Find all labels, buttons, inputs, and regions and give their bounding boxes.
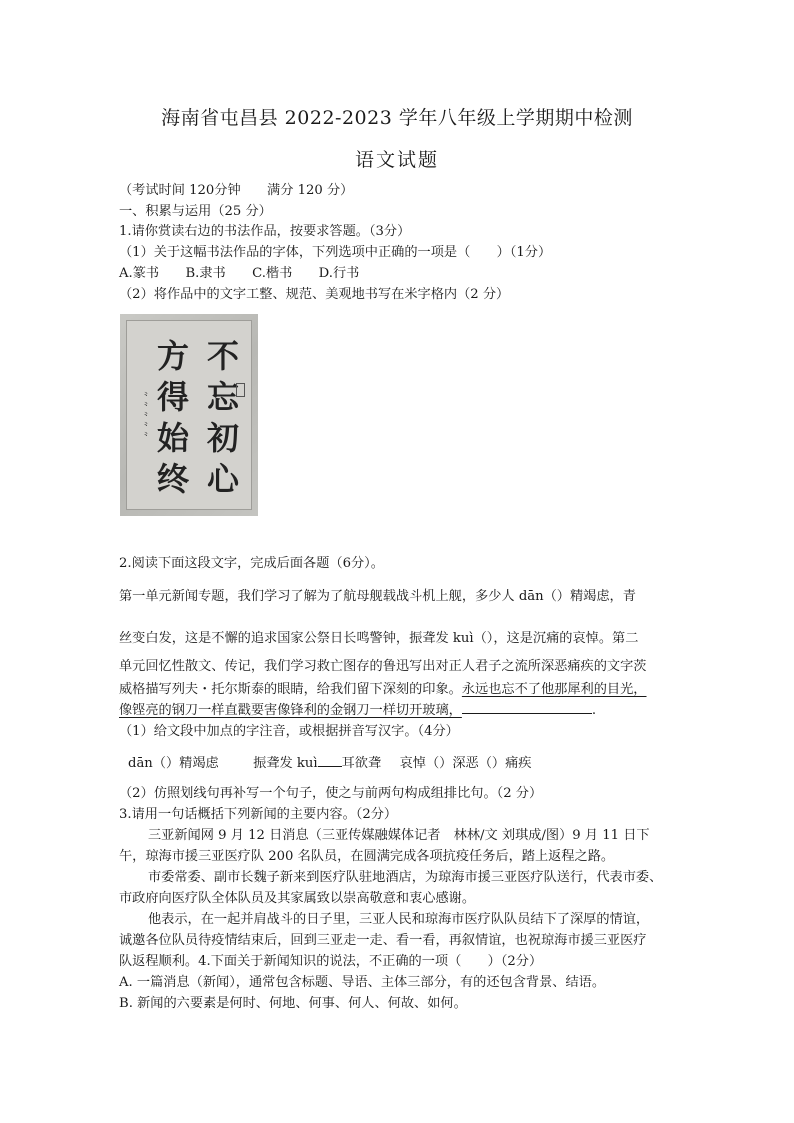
- section-heading: 一、积累与运用（25 分）: [119, 204, 272, 219]
- news-line-3: 市委常委、副市长魏子新来到医疗队驻地酒店，为琼海市援三亚医疗队送行，代表市委、: [148, 870, 663, 885]
- calligraphy-left-column: 方得始终: [152, 339, 190, 503]
- answer-blank-line[interactable]: [462, 701, 592, 714]
- pinyin-item-c: 耳欲聋: [341, 756, 382, 771]
- q2-passage-line-2: 丝变白发，这是不懈的追求国家公祭日长鸣警钟，振聋发 kuì（），这是沉痛的哀悼。第二: [119, 631, 639, 646]
- news-line-7: 队返程顺利。4.下面关于新闻知识的说法，不正确的一项（ ）（2分）: [119, 954, 543, 969]
- news-line-5: 他表示，在一起并肩战斗的日子里，三亚人民和琼海市医疗队队员结下了深厚的情谊，: [148, 912, 650, 927]
- q2-stem: 2.阅读下面这段文字，完成后面各题（6分）。: [119, 556, 384, 571]
- q2-passage-line-4: [119, 680, 647, 700]
- q2-passage-line-1: 第一单元新闻专题，我们学习了解为了航母舰载战斗机上舰，多少人 dān（）精竭虑，青: [119, 589, 636, 604]
- pinyin-item-b: 振聋发 kuì: [253, 756, 318, 771]
- page-title: 海南省屯昌县 2022-2023 学年八年级上学期期中检测: [161, 107, 633, 129]
- line-end-period: .: [591, 703, 597, 718]
- q1-sub2: （2）将作品中的文字工整、规范、美观地书写在米字格内（2 分）: [119, 287, 510, 302]
- q4-option-b: B. 新闻的六要素是何时、何地、何事、何人、何故、如何。: [119, 996, 467, 1011]
- calligraphy-right-column: 不忘初心: [202, 339, 240, 503]
- q2-sub1: （1）给文段中加点的字注音，或根据拼音写汉字。（4分）: [119, 724, 459, 739]
- q4-option-a: A. 一篇消息（新闻），通常包含标题、导语、主体三部分，有的还包含背景、结语。: [119, 975, 606, 990]
- pinyin-item-a: dān（）精竭虑: [128, 756, 219, 771]
- calligraphy-image: [120, 314, 258, 516]
- news-line-1: 三亚新闻网 9 月 12 日消息（三亚传媒融媒体记者 林林/文 刘琪成/图）9 月 11 日下: [148, 828, 650, 843]
- underlined-sentence-2: 像铿亮的钢刀一样直戳要害像锋利的金钢刀一样切开玻璃，: [119, 703, 462, 718]
- exam-info: （考试时间 120分钟 满分 120 分）: [119, 183, 354, 198]
- q2-passage-line-5: [119, 701, 596, 721]
- page-subtitle: 语文试题: [354, 149, 439, 171]
- q2-pinyin-row: [128, 754, 531, 774]
- underlined-sentence-1: 永远也忘不了他那犀利的目光，: [461, 682, 647, 697]
- q2-sub2: （2）仿照划线句再补写一个句子，使之与前两句构成组排比句。（2 分）: [119, 786, 543, 801]
- news-line-2: 午，琼海市援三亚医疗队 200 名队员，在圆满完成各项抗疫任务后，踏上返程之路。: [119, 849, 615, 864]
- q1-options: A.篆书 B.隶书 C.楷书 D.行书: [119, 266, 360, 281]
- q2-passage-line-4-text: 威格描写列夫・托尔斯泰的眼睛，给我们留下深刻的印象。: [119, 682, 462, 697]
- calligraphy-paper: [126, 320, 252, 510]
- pinyin-blank[interactable]: [318, 754, 342, 767]
- calligraphy-signature: ⺀⺀⺀⺀⺀: [139, 391, 150, 441]
- news-line-6: 诚邀各位队员待疫情结束后，回到三亚走一走、看一看，再叙情谊，也祝琼海市援三亚医疗: [119, 933, 647, 948]
- calligraphy-seal: [236, 383, 245, 397]
- q3-stem: 3.请用一句话概括下列新闻的主要内容。（2分）: [119, 807, 398, 822]
- q1-stem: 1.请你赏读右边的书法作品，按要求答题。（3分）: [119, 224, 411, 239]
- q2-passage-line-3: 单元回忆性散文、传记，我们学习救亡图存的鲁迅写出对正人君子之流所深恶痛疾的文字茨: [119, 659, 647, 674]
- q1-sub1: （1）关于这幅书法作品的字体，下列选项中正确的一项是（ ）（1分）: [119, 245, 552, 260]
- pinyin-item-d: 哀悼（）深恶（）痛疾: [399, 756, 532, 771]
- news-line-4: 市政府向医疗队全体队员及其家属致以崇高敬意和衷心感谢。: [119, 891, 476, 906]
